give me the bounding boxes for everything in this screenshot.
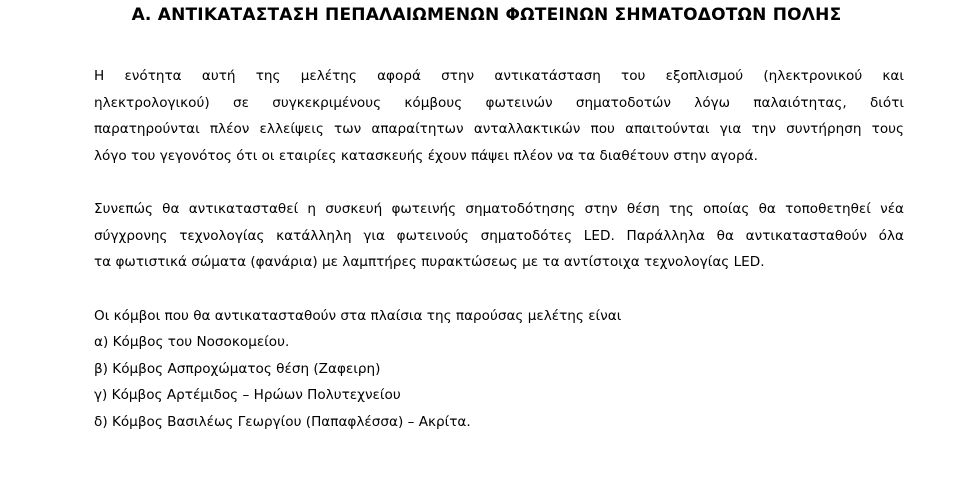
paragraph-led-upgrade (94, 196, 904, 276)
list-item: δ) Κόμβος Βασιλέως Γεωργίου (Παπαφλέσσα) – Ακρίτα. (94, 413, 471, 430)
nodes-intro-text: Οι κόμβοι που θα αντικατασταθούν στα πλαίσια της παρούσας μελέτης είναι (94, 307, 622, 324)
paragraph-line: τα φωτιστικά σώματα (φανάρια) με λαμπτήρες πυρακτώσεως με τα αντίστοιχα τεχνολογίας LED. (94, 254, 765, 270)
nodes-list (94, 329, 904, 435)
section-title: Α. ΑΝΤΙΚΑΤΑΣΤΑΣΗ ΠΕΠΑΛΑΙΩΜΕΝΩΝ ΦΩΤΕΙΝΩΝ ΣΗΜΑΤΟΔΟΤΩΝ ΠΟΛΗΣ (131, 5, 842, 25)
list-item: α) Κόμβος του Νοσοκομείου. (94, 334, 290, 350)
paragraph-line: ηλεκτρολογικού) σε συγκεκριμένους κόμβους φωτεινών σηματοδοτών λόγω παλαιότητας, διότι (94, 94, 904, 111)
paragraph-line: σύγχρονης τεχνολογίας κατάλληλη για φωτεινούς σηματοδότες LED. Παράλληλα θα αντικατασταθούν όλα (94, 227, 904, 244)
paragraph-line: παρατηρούνται πλέον ελλείψεις των απαραίτητων ανταλλακτικών που απαιτούνται για την συντήρηση τους (94, 121, 904, 137)
paragraph-line: Η ενότητα αυτή της μελέτης αφορά στην αντικατάσταση του εξοπλισμού (ηλεκτρονικού και (94, 68, 904, 84)
list-item: β) Κόμβος Ασπροχώματος θέση (Ζαφειρη) (94, 360, 381, 377)
paragraph-equipment-replacement (94, 63, 904, 169)
list-item: γ) Κόμβος Αρτέμιδος – Ηρώων Πολυτεχνείου (94, 387, 401, 403)
paragraph-line: λόγο του γεγονότος ότι οι εταιρίες κατασκευής έχουν πάψει πλέον να τα διαθέτουν στην αγορά. (94, 147, 758, 164)
paragraph-line: Συνεπώς θα αντικατασταθεί η συσκευή φωτεινής σηματοδότησης στην θέση της οποίας θα τοποθετηθεί νέα (94, 201, 904, 217)
nodes-intro (94, 303, 904, 330)
document-body (94, 63, 904, 435)
